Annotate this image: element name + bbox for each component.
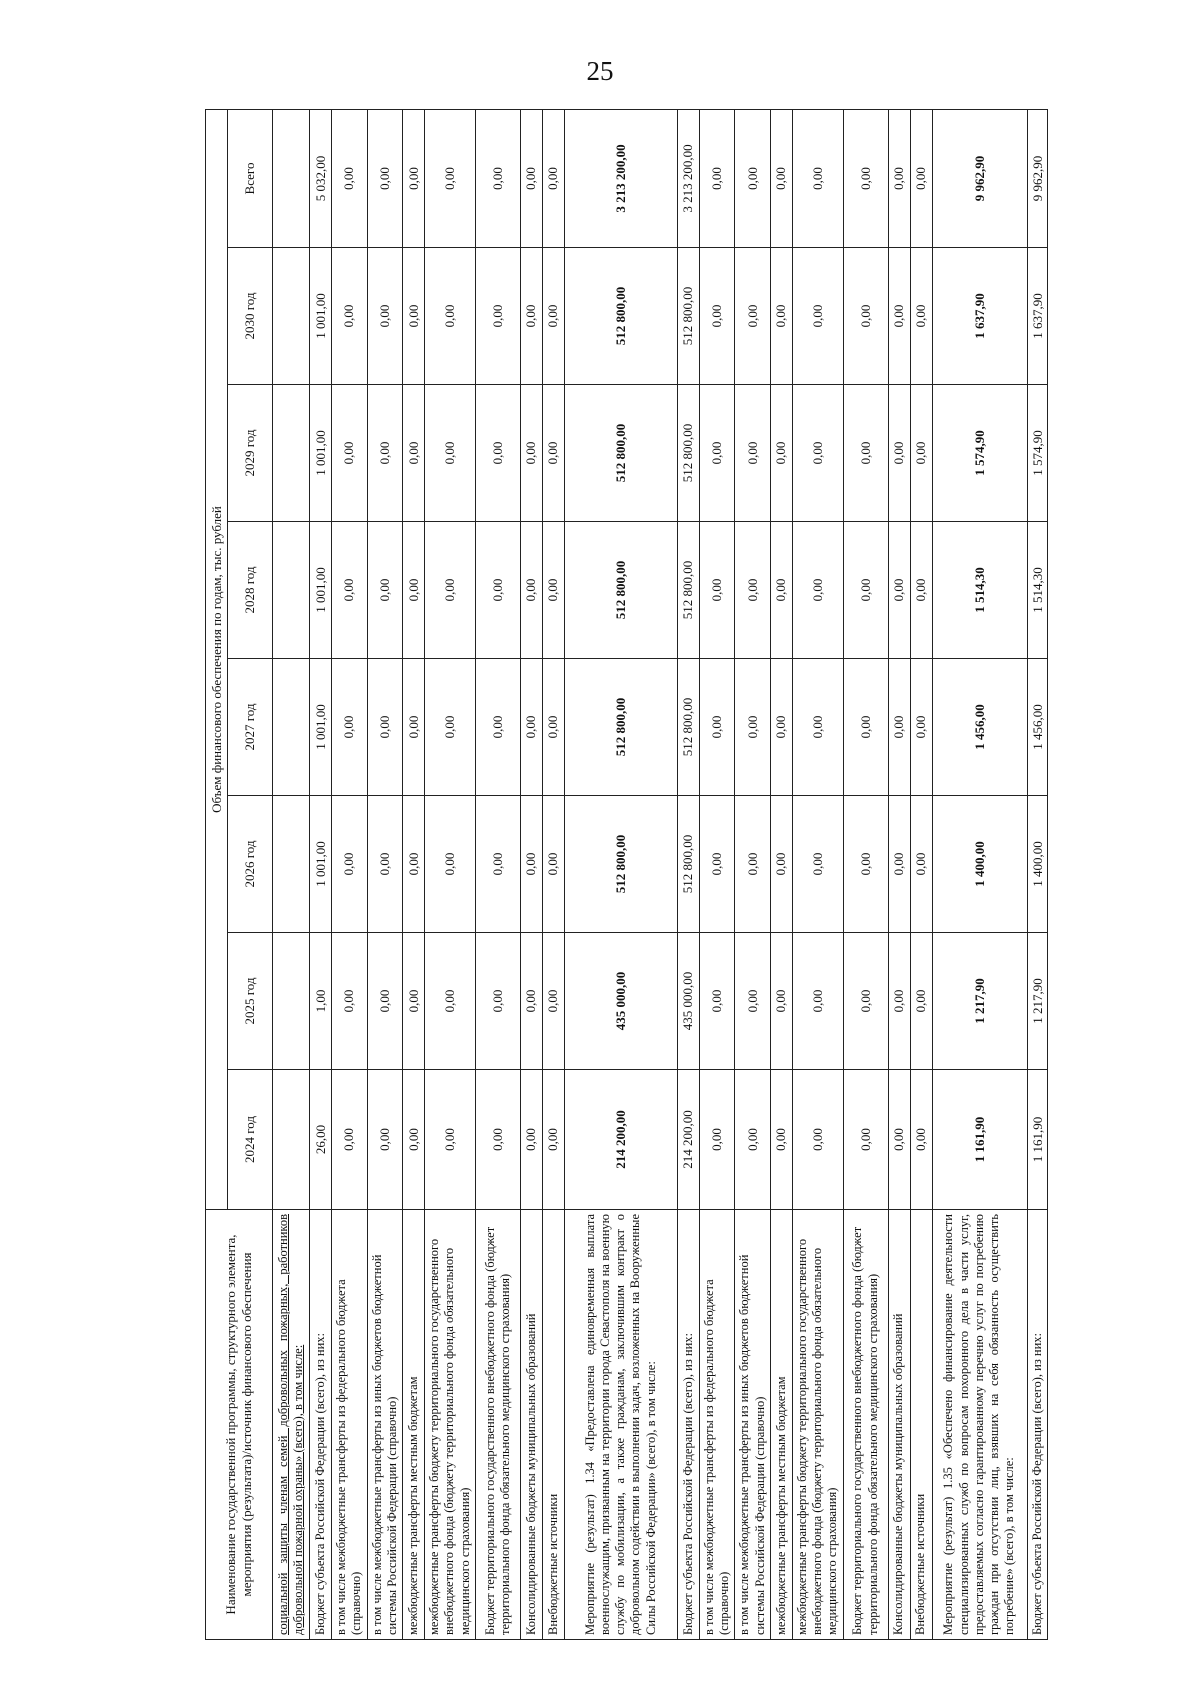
row-label: в том числе межбюджетные трансферты из иных бюджетов бюджетной системы Российской Федерации (справочно) [367, 1210, 403, 1640]
total-cell: 0,00 [843, 109, 888, 247]
value-cell: 1 217,90 [1027, 933, 1048, 1070]
value-cell: 512 800,00 [564, 659, 677, 796]
value-cell: 0,00 [910, 933, 932, 1070]
value-cell: 0,00 [770, 659, 792, 796]
table-row [310, 109, 332, 1639]
value-cell: 0,00 [367, 385, 403, 522]
value-cell: 1 001,00 [310, 248, 332, 385]
value-cell: 1 456,00 [932, 659, 1027, 796]
table-row [910, 109, 932, 1639]
value-cell: 0,00 [475, 248, 520, 385]
page-number: 25 [586, 56, 614, 86]
value-cell: 1 217,90 [932, 933, 1027, 1070]
year-header: 2028 год [228, 522, 273, 659]
value-cell: 0,00 [425, 933, 476, 1070]
value-cell: 1 001,00 [310, 522, 332, 659]
value-cell: 0,00 [520, 796, 542, 933]
value-cell: 1 161,90 [932, 1070, 1027, 1210]
value-cell: 0,00 [792, 385, 843, 522]
value-cell [273, 659, 310, 796]
value-cell: 0,00 [888, 933, 910, 1070]
value-cell: 435 000,00 [564, 933, 677, 1070]
value-cell: 0,00 [367, 248, 403, 385]
value-cell: 1,00 [310, 933, 332, 1070]
row-label: Бюджет субъекта Российской Федерации (всего), из них: [1027, 1210, 1048, 1640]
total-cell: 3 213 200,00 [677, 109, 699, 247]
total-cell: 0,00 [792, 109, 843, 247]
row-label: Мероприятие (результат) 1.35 «Обеспечено финансирование деятельности специализированных служб по вопросам похоронного дела в части услуг, предоставляемых согласно гарантированному перечню услуг по погребению граждан при отсутствии лиц, взявших на себя обязанность осуществить погребение» (всего), в том числе: [932, 1210, 1027, 1640]
row-label: Бюджет территориального государственного внебюджетного фонда (бюджет территориального фонда обязательного медицинского страхования) [475, 1210, 520, 1640]
value-cell: 0,00 [425, 1070, 476, 1210]
value-cell: 0,00 [403, 933, 425, 1070]
value-cell [273, 248, 310, 385]
value-cell: 0,00 [910, 659, 932, 796]
value-cell: 0,00 [475, 385, 520, 522]
table-row [520, 109, 542, 1639]
value-cell: 0,00 [699, 522, 735, 659]
value-cell: 0,00 [520, 385, 542, 522]
value-cell: 0,00 [542, 1070, 564, 1210]
value-cell: 0,00 [403, 796, 425, 933]
value-cell: 0,00 [332, 248, 368, 385]
table-row [932, 109, 1027, 1639]
total-cell: 9 962,90 [1027, 109, 1048, 247]
total-cell: 0,00 [910, 109, 932, 247]
value-cell: 0,00 [735, 385, 771, 522]
value-cell [273, 385, 310, 522]
value-cell: 0,00 [699, 659, 735, 796]
value-cell: 0,00 [888, 796, 910, 933]
value-cell: 0,00 [735, 796, 771, 933]
table-row [843, 109, 888, 1639]
value-cell: 0,00 [403, 1070, 425, 1210]
value-cell: 0,00 [843, 933, 888, 1070]
value-cell: 0,00 [735, 933, 771, 1070]
value-cell: 0,00 [520, 933, 542, 1070]
value-cell: 1 400,00 [1027, 796, 1048, 933]
year-header: 2029 год [228, 385, 273, 522]
value-cell: 0,00 [843, 659, 888, 796]
value-cell: 0,00 [475, 796, 520, 933]
value-cell [273, 1070, 310, 1210]
rotated-table-wrapper [205, 110, 1048, 1640]
value-cell: 0,00 [367, 659, 403, 796]
value-cell: 1 637,90 [932, 248, 1027, 385]
value-cell: 0,00 [520, 522, 542, 659]
value-cell: 1 400,00 [932, 796, 1027, 933]
value-cell: 0,00 [910, 385, 932, 522]
value-cell: 0,00 [770, 1070, 792, 1210]
value-cell: 0,00 [367, 522, 403, 659]
value-cell: 0,00 [520, 659, 542, 796]
table-row [332, 109, 368, 1639]
value-cell: 0,00 [367, 1070, 403, 1210]
total-cell: 0,00 [403, 109, 425, 247]
value-cell: 0,00 [403, 248, 425, 385]
value-cell: 0,00 [770, 248, 792, 385]
value-cell: 0,00 [332, 659, 368, 796]
value-cell: 0,00 [475, 933, 520, 1070]
value-cell: 0,00 [888, 1070, 910, 1210]
total-cell: 5 032,00 [310, 109, 332, 247]
value-cell: 1 161,90 [1027, 1070, 1048, 1210]
value-cell: 1 456,00 [1027, 659, 1048, 796]
row-label: социальной защиты членам семей добровольных пожарных, работников добровольной пожарной охраны» (всего), в том числе: [273, 1210, 310, 1640]
year-header: 2024 год [228, 1070, 273, 1210]
value-cell: 0,00 [475, 659, 520, 796]
row-label: Внебюджетные источники [542, 1210, 564, 1640]
value-cell: 0,00 [425, 659, 476, 796]
value-cell: 0,00 [332, 1070, 368, 1210]
row-label: Мероприятие (результат) 1.34 «Предоставлена единовременная выплата военнослужащим, призванным на территории города Севастополя на военную службу по мобилизации, а также гражданам, заключившим контракт о добровольном содействии в выполнении задач, возложенных на Вооруженные Силы Российской Федерации» (всего), в том числе: [564, 1210, 677, 1640]
total-header: Всего [228, 109, 273, 247]
table-row [475, 109, 520, 1639]
value-cell: 0,00 [699, 933, 735, 1070]
value-cell: 0,00 [332, 522, 368, 659]
value-cell: 0,00 [910, 1070, 932, 1210]
value-cell: 512 800,00 [564, 522, 677, 659]
total-cell: 0,00 [735, 109, 771, 247]
table-body [273, 109, 1048, 1639]
total-cell: 0,00 [542, 109, 564, 247]
value-cell: 512 800,00 [677, 385, 699, 522]
value-cell: 0,00 [699, 796, 735, 933]
row-label: Бюджет субъекта Российской Федерации (всего), из них: [310, 1210, 332, 1640]
total-cell: 0,00 [367, 109, 403, 247]
row-label: межбюджетные трансферты бюджету территориального государственного внебюджетного фонда (бюджету территориального фонда обязательного медицинского страхования) [792, 1210, 843, 1640]
value-cell: 0,00 [792, 796, 843, 933]
value-cell: 0,00 [475, 522, 520, 659]
value-cell: 0,00 [888, 659, 910, 796]
value-cell: 0,00 [332, 385, 368, 522]
row-label: Внебюджетные источники [910, 1210, 932, 1640]
value-cell: 26,00 [310, 1070, 332, 1210]
year-header: 2030 год [228, 248, 273, 385]
row-label: в том числе межбюджетные трансферты из федерального бюджета (справочно) [332, 1210, 368, 1640]
value-cell: 512 800,00 [677, 248, 699, 385]
total-cell: 0,00 [888, 109, 910, 247]
total-cell: 0,00 [770, 109, 792, 247]
value-cell: 0,00 [520, 248, 542, 385]
row-label: межбюджетные трансферты местным бюджетам [403, 1210, 425, 1640]
value-cell: 0,00 [542, 385, 564, 522]
value-cell: 0,00 [542, 248, 564, 385]
total-cell: 0,00 [520, 109, 542, 247]
total-cell: 0,00 [475, 109, 520, 247]
table-row [770, 109, 792, 1639]
value-cell: 0,00 [542, 659, 564, 796]
value-cell: 0,00 [770, 385, 792, 522]
table-row [888, 109, 910, 1639]
table-row [425, 109, 476, 1639]
table-row [542, 109, 564, 1639]
value-cell: 0,00 [770, 933, 792, 1070]
value-cell: 435 000,00 [677, 933, 699, 1070]
value-cell [273, 796, 310, 933]
value-cell: 0,00 [542, 796, 564, 933]
table-row [677, 109, 699, 1639]
value-cell: 0,00 [367, 933, 403, 1070]
value-cell: 0,00 [475, 1070, 520, 1210]
value-cell: 0,00 [792, 248, 843, 385]
value-cell: 0,00 [403, 522, 425, 659]
row-label: Бюджет субъекта Российской Федерации (всего), из них: [677, 1210, 699, 1640]
value-cell: 0,00 [843, 248, 888, 385]
value-cell: 0,00 [699, 385, 735, 522]
value-cell [273, 933, 310, 1070]
table-row [403, 109, 425, 1639]
value-cell: 0,00 [699, 1070, 735, 1210]
value-cell: 0,00 [332, 796, 368, 933]
row-label: межбюджетные трансферты местным бюджетам [770, 1210, 792, 1640]
value-cell: 512 800,00 [564, 796, 677, 933]
value-cell: 0,00 [735, 248, 771, 385]
value-cell: 214 200,00 [677, 1070, 699, 1210]
table-row [273, 109, 310, 1639]
row-label: Бюджет территориального государственного внебюджетного фонда (бюджет территориального фонда обязательного медицинского страхования) [843, 1210, 888, 1640]
value-cell: 0,00 [792, 1070, 843, 1210]
value-cell: 512 800,00 [564, 385, 677, 522]
value-cell: 512 800,00 [677, 796, 699, 933]
value-cell: 0,00 [735, 522, 771, 659]
value-cell: 1 514,30 [1027, 522, 1048, 659]
value-cell: 0,00 [910, 248, 932, 385]
value-cell: 0,00 [843, 1070, 888, 1210]
name-column-header: Наименование государственной программы, структурного элемента, мероприятия (результата)/источник финансового обеспечения [206, 1210, 273, 1640]
value-cell: 0,00 [735, 659, 771, 796]
value-cell: 0,00 [542, 933, 564, 1070]
volume-header: Объем финансового обеспечения по годам, тыс. рублей [206, 109, 228, 1209]
total-cell: 0,00 [699, 109, 735, 247]
value-cell: 0,00 [888, 385, 910, 522]
row-label: межбюджетные трансферты бюджету территориального государственного внебюджетного фонда (бюджету территориального фонда обязательного медицинского страхования) [425, 1210, 476, 1640]
value-cell: 0,00 [735, 1070, 771, 1210]
table-row [367, 109, 403, 1639]
value-cell: 0,00 [910, 522, 932, 659]
value-cell [273, 522, 310, 659]
value-cell: 0,00 [770, 796, 792, 933]
value-cell: 0,00 [699, 248, 735, 385]
value-cell: 1 001,00 [310, 385, 332, 522]
table-row [564, 109, 677, 1639]
value-cell: 0,00 [910, 796, 932, 933]
value-cell: 512 800,00 [677, 522, 699, 659]
table-row [1027, 109, 1048, 1639]
total-cell [273, 109, 310, 247]
value-cell: 0,00 [770, 522, 792, 659]
total-cell: 0,00 [332, 109, 368, 247]
row-label: в том числе межбюджетные трансферты из федерального бюджета (справочно) [699, 1210, 735, 1640]
row-label: в том числе межбюджетные трансферты из иных бюджетов бюджетной системы Российской Федерации (справочно) [735, 1210, 771, 1640]
value-cell: 0,00 [332, 933, 368, 1070]
value-cell: 1 001,00 [310, 796, 332, 933]
value-cell: 0,00 [792, 522, 843, 659]
table-row [699, 109, 735, 1639]
table-row [735, 109, 771, 1639]
value-cell: 0,00 [792, 659, 843, 796]
value-cell: 0,00 [367, 796, 403, 933]
value-cell: 0,00 [843, 385, 888, 522]
value-cell: 0,00 [843, 796, 888, 933]
value-cell: 0,00 [888, 248, 910, 385]
value-cell: 512 800,00 [677, 659, 699, 796]
value-cell: 214 200,00 [564, 1070, 677, 1210]
value-cell: 1 574,90 [932, 385, 1027, 522]
row-label: Консолидированные бюджеты муниципальных образований [888, 1210, 910, 1640]
value-cell: 0,00 [888, 522, 910, 659]
value-cell: 0,00 [403, 659, 425, 796]
value-cell: 0,00 [425, 385, 476, 522]
row-label: Консолидированные бюджеты муниципальных образований [520, 1210, 542, 1640]
year-header: 2026 год [228, 796, 273, 933]
value-cell: 512 800,00 [564, 248, 677, 385]
value-cell: 0,00 [403, 385, 425, 522]
total-cell: 9 962,90 [932, 109, 1027, 247]
value-cell: 0,00 [843, 522, 888, 659]
total-cell: 0,00 [425, 109, 476, 247]
value-cell: 1 514,30 [932, 522, 1027, 659]
value-cell: 1 637,90 [1027, 248, 1048, 385]
financing-table [205, 109, 1048, 1640]
value-cell: 0,00 [792, 933, 843, 1070]
year-header: 2025 год [228, 933, 273, 1070]
value-cell: 0,00 [425, 796, 476, 933]
value-cell: 1 574,90 [1027, 385, 1048, 522]
value-cell: 0,00 [542, 522, 564, 659]
year-header: 2027 год [228, 659, 273, 796]
value-cell: 0,00 [425, 248, 476, 385]
value-cell: 1 001,00 [310, 659, 332, 796]
value-cell: 0,00 [520, 1070, 542, 1210]
value-cell: 0,00 [425, 522, 476, 659]
table-row [792, 109, 843, 1639]
total-cell: 3 213 200,00 [564, 109, 677, 247]
